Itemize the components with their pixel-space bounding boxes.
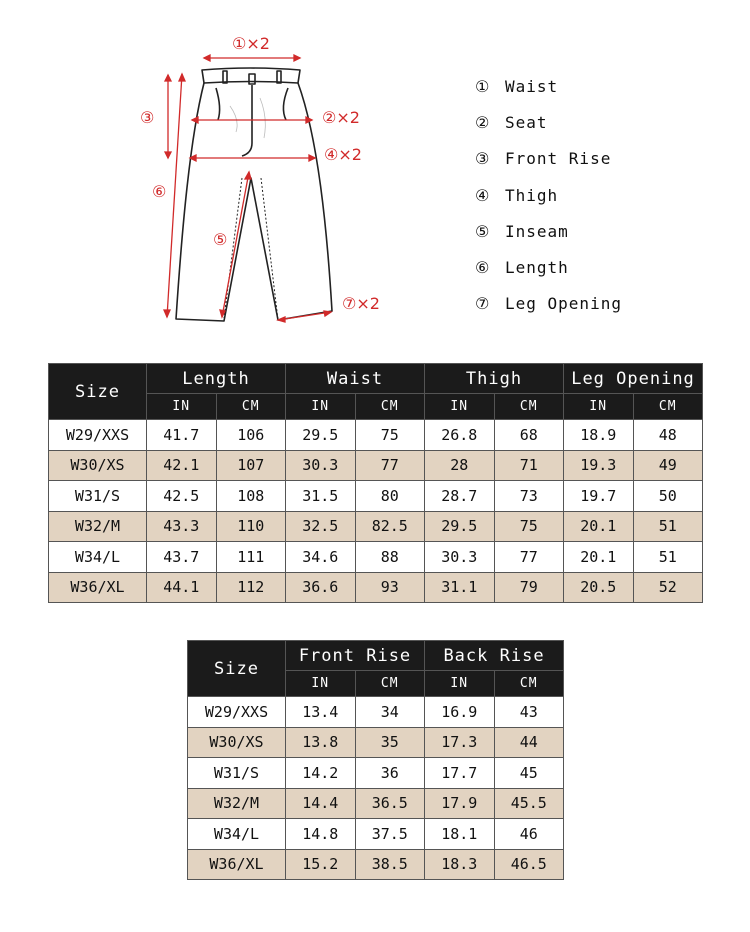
value-cell: 17.7 — [425, 758, 495, 789]
value-cell: 13.4 — [286, 697, 356, 728]
seat-marker-label: ②×2 — [322, 108, 360, 127]
value-cell: 36.5 — [355, 788, 425, 819]
value-cell: 18.9 — [564, 420, 634, 451]
value-cell: 68 — [494, 420, 564, 451]
table-row — [49, 481, 703, 512]
inseam-marker-label: ⑤ — [213, 230, 228, 249]
table-row — [188, 849, 564, 880]
value-cell: 32.5 — [286, 511, 356, 542]
unit-header: IN — [147, 394, 217, 420]
value-cell: 37.5 — [355, 819, 425, 850]
size-cell: W32/M — [49, 511, 147, 542]
value-cell: 15.2 — [286, 849, 356, 880]
size-cell: W31/S — [49, 481, 147, 512]
unit-header: IN — [425, 394, 495, 420]
value-cell: 29.5 — [286, 420, 356, 451]
value-cell: 20.5 — [564, 572, 634, 603]
value-cell: 28.7 — [425, 481, 495, 512]
size-header: Size — [188, 641, 286, 697]
size-chart-main — [48, 363, 703, 603]
value-cell: 44 — [494, 727, 564, 758]
value-cell: 14.2 — [286, 758, 356, 789]
value-cell: 17.9 — [425, 788, 495, 819]
value-cell: 110 — [216, 511, 286, 542]
value-cell: 31.1 — [425, 572, 495, 603]
value-cell: 28 — [425, 450, 495, 481]
size-chart-rise — [187, 640, 564, 880]
value-cell: 44.1 — [147, 572, 217, 603]
value-cell: 77 — [494, 542, 564, 573]
size-header: Size — [49, 364, 147, 420]
value-cell: 107 — [216, 450, 286, 481]
leg-opening-header: Leg Opening — [564, 364, 703, 394]
back-rise-header: Back Rise — [425, 641, 564, 671]
length-marker-label: ⑥ — [152, 182, 167, 201]
value-cell: 79 — [494, 572, 564, 603]
legend-number: ③ — [475, 149, 491, 169]
value-cell: 43 — [494, 697, 564, 728]
value-cell: 93 — [355, 572, 425, 603]
value-cell: 45 — [494, 758, 564, 789]
value-cell: 43.3 — [147, 511, 217, 542]
front-rise-header: Front Rise — [286, 641, 425, 671]
length-header: Length — [147, 364, 286, 394]
value-cell: 34 — [355, 697, 425, 728]
size-cell: W31/S — [188, 758, 286, 789]
value-cell: 48 — [633, 420, 703, 451]
table-row — [49, 572, 703, 603]
unit-header: IN — [286, 671, 356, 697]
value-cell: 18.3 — [425, 849, 495, 880]
value-cell: 18.1 — [425, 819, 495, 850]
value-cell: 16.9 — [425, 697, 495, 728]
measurement-legend — [475, 68, 622, 322]
value-cell: 108 — [216, 481, 286, 512]
size-cell: W30/XS — [49, 450, 147, 481]
value-cell: 46 — [494, 819, 564, 850]
value-cell: 38.5 — [355, 849, 425, 880]
unit-header: CM — [633, 394, 703, 420]
pants-diagram — [130, 28, 390, 333]
value-cell: 49 — [633, 450, 703, 481]
value-cell: 52 — [633, 572, 703, 603]
value-cell: 106 — [216, 420, 286, 451]
value-cell: 34.6 — [286, 542, 356, 573]
value-cell: 45.5 — [494, 788, 564, 819]
table-row — [49, 450, 703, 481]
value-cell: 46.5 — [494, 849, 564, 880]
size-cell: W29/XXS — [188, 697, 286, 728]
value-cell: 35 — [355, 727, 425, 758]
value-cell: 13.8 — [286, 727, 356, 758]
value-cell: 88 — [355, 542, 425, 573]
value-cell: 14.8 — [286, 819, 356, 850]
value-cell: 20.1 — [564, 542, 634, 573]
table-row — [188, 819, 564, 850]
legend-number: ② — [475, 112, 491, 132]
value-cell: 17.3 — [425, 727, 495, 758]
legend-number: ⑤ — [475, 221, 491, 241]
value-cell: 80 — [355, 481, 425, 512]
waist-header: Waist — [286, 364, 425, 394]
legend-label: Length — [505, 258, 569, 278]
table-row — [49, 420, 703, 451]
legend-number: ④ — [475, 185, 491, 205]
value-cell: 82.5 — [355, 511, 425, 542]
legend-item — [475, 286, 622, 322]
legend-item — [475, 249, 622, 285]
legend-item — [475, 104, 622, 140]
legend-number: ① — [475, 76, 491, 96]
table-row — [49, 511, 703, 542]
legend-label: Waist — [505, 76, 559, 96]
value-cell: 75 — [355, 420, 425, 451]
value-cell: 36 — [355, 758, 425, 789]
size-cell: W34/L — [49, 542, 147, 573]
value-cell: 42.5 — [147, 481, 217, 512]
legend-label: Inseam — [505, 221, 569, 241]
value-cell: 26.8 — [425, 420, 495, 451]
legend-label: Thigh — [505, 185, 559, 205]
value-cell: 30.3 — [425, 542, 495, 573]
value-cell: 36.6 — [286, 572, 356, 603]
unit-header: CM — [355, 671, 425, 697]
value-cell: 50 — [633, 481, 703, 512]
table-row — [188, 788, 564, 819]
unit-header: CM — [355, 394, 425, 420]
unit-header: CM — [494, 394, 564, 420]
value-cell: 71 — [494, 450, 564, 481]
legend-label: Front Rise — [505, 149, 612, 169]
size-cell: W34/L — [188, 819, 286, 850]
value-cell: 41.7 — [147, 420, 217, 451]
size-cell: W36/XL — [188, 849, 286, 880]
value-cell: 73 — [494, 481, 564, 512]
value-cell: 51 — [633, 542, 703, 573]
leg-opening-marker-label: ⑦×2 — [342, 294, 380, 313]
legend-item — [475, 68, 622, 104]
legend-number: ⑦ — [475, 294, 491, 314]
table-row — [188, 758, 564, 789]
table-row — [188, 697, 564, 728]
value-cell: 20.1 — [564, 511, 634, 542]
value-cell: 75 — [494, 511, 564, 542]
table-row — [188, 727, 564, 758]
thigh-header: Thigh — [425, 364, 564, 394]
unit-header: IN — [286, 394, 356, 420]
legend-item — [475, 177, 622, 213]
legend-number: ⑥ — [475, 258, 491, 278]
value-cell: 112 — [216, 572, 286, 603]
value-cell: 111 — [216, 542, 286, 573]
size-cell: W29/XXS — [49, 420, 147, 451]
unit-header: IN — [564, 394, 634, 420]
value-cell: 31.5 — [286, 481, 356, 512]
value-cell: 42.1 — [147, 450, 217, 481]
table-row — [49, 542, 703, 573]
value-cell: 51 — [633, 511, 703, 542]
waist-marker-label: ①×2 — [232, 34, 270, 53]
size-cell: W30/XS — [188, 727, 286, 758]
front-rise-marker-label: ③ — [140, 108, 155, 127]
legend-item — [475, 141, 622, 177]
value-cell: 19.3 — [564, 450, 634, 481]
legend-item — [475, 213, 622, 249]
value-cell: 77 — [355, 450, 425, 481]
thigh-marker-label: ④×2 — [324, 145, 362, 164]
value-cell: 43.7 — [147, 542, 217, 573]
value-cell: 30.3 — [286, 450, 356, 481]
value-cell: 29.5 — [425, 511, 495, 542]
pants-outline — [130, 28, 390, 333]
legend-label: Leg Opening — [505, 294, 622, 314]
size-cell: W32/M — [188, 788, 286, 819]
legend-label: Seat — [505, 112, 548, 132]
value-cell: 14.4 — [286, 788, 356, 819]
unit-header: CM — [216, 394, 286, 420]
size-cell: W36/XL — [49, 572, 147, 603]
unit-header: IN — [425, 671, 495, 697]
value-cell: 19.7 — [564, 481, 634, 512]
unit-header: CM — [494, 671, 564, 697]
